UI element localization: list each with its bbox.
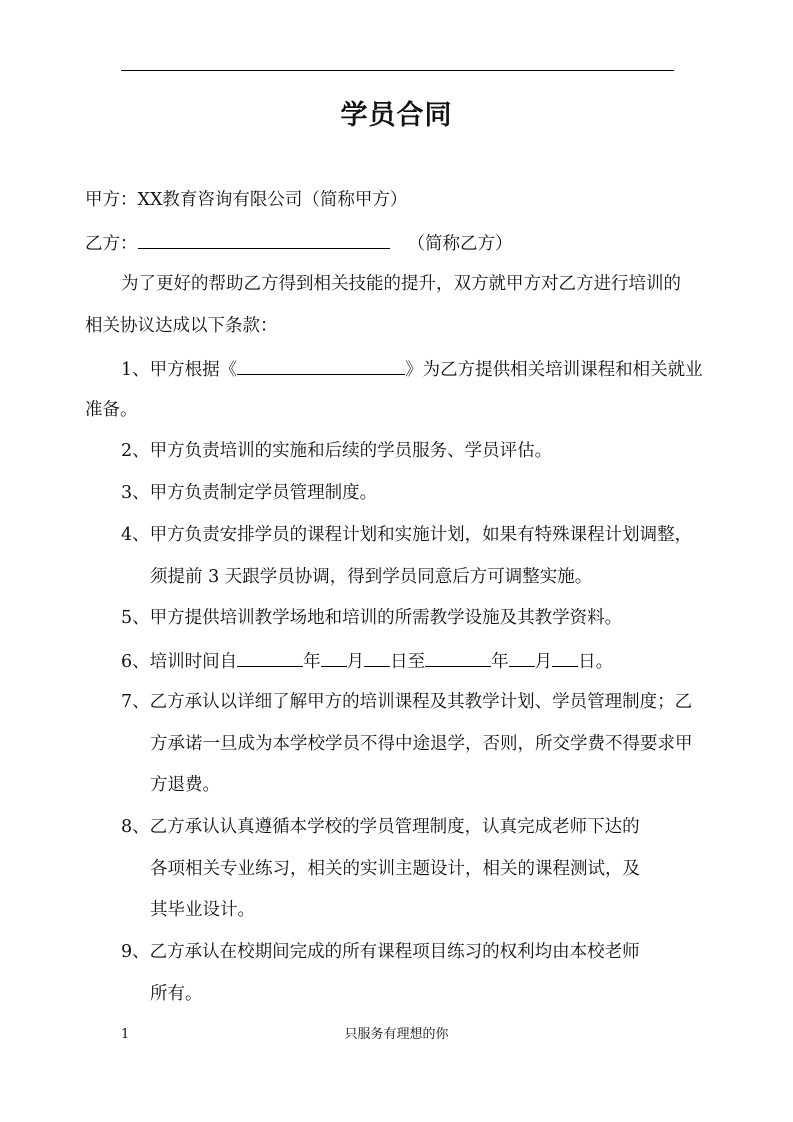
party-a-line: 甲方：XX教育咨询有限公司（简称甲方） [85,190,408,210]
end-year-blank[interactable] [425,646,491,667]
start-year-blank[interactable] [237,646,303,667]
party-b-label: 乙方： [85,234,138,254]
clause-6-prefix: 6、培训时间自 [121,652,238,672]
clause-4-line-2: 须提前 3 天跟学员协调，得到学员同意后方可调整实施。 [150,567,593,587]
clause-1-suffix: 》为乙方提供相关培训课程和相关就业 [405,360,703,380]
clause-7-line-2: 方承诺一旦成为本学校学员不得中途退学，否则，所交学费不得要求甲 [150,734,693,754]
clause-6 [121,646,613,676]
party-b-line [85,228,513,258]
clause-8-line-1: 8、乙方承认认真遵循本学校的学员管理制度，认真完成老师下达的 [121,817,640,837]
clause-8-line-2: 各项相关专业练习，相关的实训主题设计，相关的课程测试，及 [150,859,640,879]
clause-2: 2、甲方负责培训的实施和后续的学员服务、学员评估。 [121,441,553,461]
start-month-label: 月 [346,652,365,672]
start-month-blank[interactable] [321,646,347,667]
clause-3: 3、甲方负责制定学员管理制度。 [121,483,378,503]
clause-1-line-1 [121,354,703,384]
clause-4-line-1: 4、甲方负责安排学员的课程计划和实施计划，如果有特殊课程计划调整， [121,525,693,545]
start-day-label: 日至 [390,652,426,672]
start-day-blank[interactable] [364,646,390,667]
start-year-label: 年 [303,652,321,672]
end-month-blank[interactable] [509,646,535,667]
clause-9-line-1: 9、乙方承认在校期间完成的所有课程项目练习的权利均由本校老师 [121,942,640,962]
party-b-name-blank[interactable] [138,228,390,249]
clause-5: 5、甲方提供培训教学场地和培训的所需教学设施及其教学资料。 [121,608,623,628]
curriculum-name-blank[interactable] [237,354,405,375]
clause-8-line-3: 其毕业设计。 [150,900,255,920]
clause-7-line-3: 方退费。 [150,775,220,795]
header-rule [121,70,674,71]
clause-7-line-1: 7、乙方承认以详细了解甲方的培训课程及其教学计划、学员管理制度；乙 [121,692,693,712]
end-month-label: 月 [534,652,553,672]
intro-line-2: 相关协议达成以下条款： [85,316,278,336]
contract-title: 学员合同 [340,100,453,131]
clause-1-line-2: 准备。 [85,400,138,420]
end-day-blank[interactable] [552,646,578,667]
party-b-suffix: （简称乙方） [407,234,513,254]
intro-line-1: 为了更好的帮助乙方得到相关技能的提升，双方就甲方对乙方进行培训的 [121,274,681,294]
footer-slogan: 只服务有理想的你 [344,1027,449,1042]
clause-9-line-2: 所有。 [150,984,203,1004]
page-number: 1 [121,1027,130,1042]
end-day-label: 日。 [578,652,614,672]
end-year-label: 年 [491,652,509,672]
clause-1-prefix: 1、甲方根据《 [121,360,238,380]
